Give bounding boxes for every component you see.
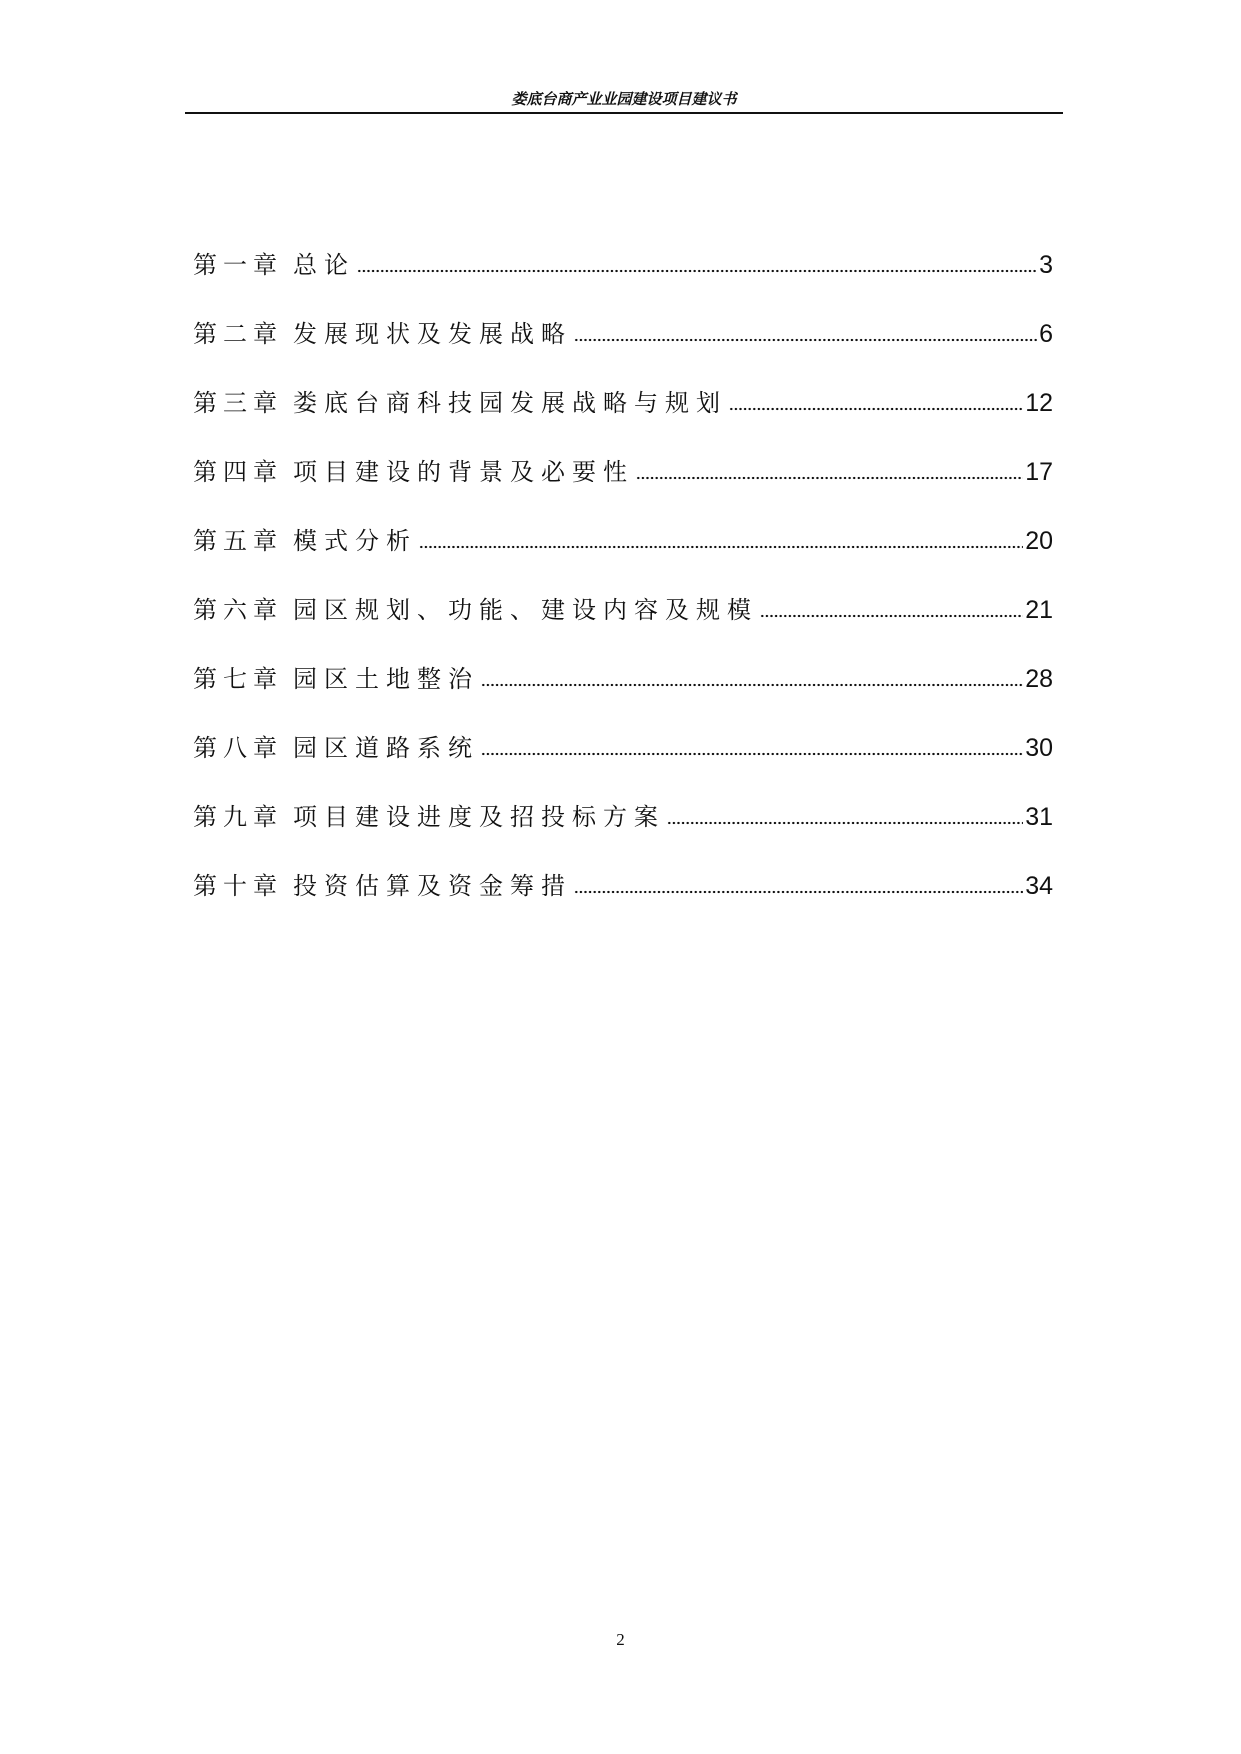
toc-chapter-label: 第七章 (193, 665, 283, 693)
toc-page-number: 17 (1025, 458, 1053, 486)
header-rule (185, 112, 1063, 114)
toc-entry-chapter-2[interactable] (193, 309, 1053, 349)
toc-chapter-title: 项目建设的背景及必要性 (293, 458, 634, 486)
toc-chapter-label: 第五章 (193, 527, 283, 555)
toc-dot-leader (574, 337, 1037, 343)
toc-dot-leader (481, 751, 1023, 757)
running-header: 娄底台商产业业园建设项目建议书 (511, 90, 737, 108)
toc-dot-leader (636, 475, 1023, 481)
toc-chapter-title: 发展现状及发展战略 (293, 320, 572, 348)
toc-dot-leader (481, 682, 1023, 688)
toc-chapter-title: 总论 (293, 251, 355, 279)
toc-chapter-title: 项目建设进度及招投标方案 (293, 803, 665, 831)
toc-page-number: 6 (1039, 320, 1053, 348)
toc-page-number: 21 (1025, 596, 1053, 624)
toc-chapter-label: 第三章 (193, 389, 283, 417)
toc-chapter-title: 模式分析 (293, 527, 417, 555)
toc-chapter-label: 第九章 (193, 803, 283, 831)
toc-chapter-title: 娄底台商科技园发展战略与规划 (293, 389, 727, 417)
toc-chapter-title: 园区规划、功能、建设内容及规模 (293, 596, 758, 624)
toc-dot-leader (667, 820, 1023, 826)
toc-entry-chapter-10[interactable] (193, 861, 1053, 901)
toc-page-number: 28 (1025, 665, 1053, 693)
toc-entry-chapter-9[interactable] (193, 792, 1053, 832)
toc-page-number: 3 (1039, 251, 1053, 279)
toc-chapter-title: 投资估算及资金筹措 (293, 872, 572, 900)
toc-chapter-label: 第六章 (193, 596, 283, 624)
toc-dot-leader (729, 406, 1023, 412)
toc-dot-leader (574, 889, 1023, 895)
toc-dot-leader (760, 613, 1023, 619)
toc-page-number: 34 (1025, 872, 1053, 900)
toc-entry-chapter-3[interactable] (193, 378, 1053, 418)
toc-chapter-label: 第八章 (193, 734, 283, 762)
toc-page-number: 12 (1025, 389, 1053, 417)
toc-chapter-label: 第十章 (193, 872, 283, 900)
toc-dot-leader (419, 544, 1023, 550)
footer-page-number: 2 (616, 1630, 625, 1649)
toc-entry-chapter-1[interactable] (193, 240, 1053, 280)
toc-page-number: 31 (1025, 803, 1053, 831)
toc-entry-chapter-5[interactable] (193, 516, 1053, 556)
toc-entry-chapter-8[interactable] (193, 723, 1053, 763)
toc-page-number: 20 (1025, 527, 1053, 555)
toc-entry-chapter-7[interactable] (193, 654, 1053, 694)
toc-page-number: 30 (1025, 734, 1053, 762)
toc-entry-chapter-6[interactable] (193, 585, 1053, 625)
toc-entry-chapter-4[interactable] (193, 447, 1053, 487)
toc-chapter-title: 园区土地整治 (293, 665, 479, 693)
toc-chapter-title: 园区道路系统 (293, 734, 479, 762)
toc-chapter-label: 第四章 (193, 458, 283, 486)
toc-dot-leader (357, 268, 1037, 274)
toc-chapter-label: 第一章 (193, 251, 283, 279)
toc-chapter-label: 第二章 (193, 320, 283, 348)
